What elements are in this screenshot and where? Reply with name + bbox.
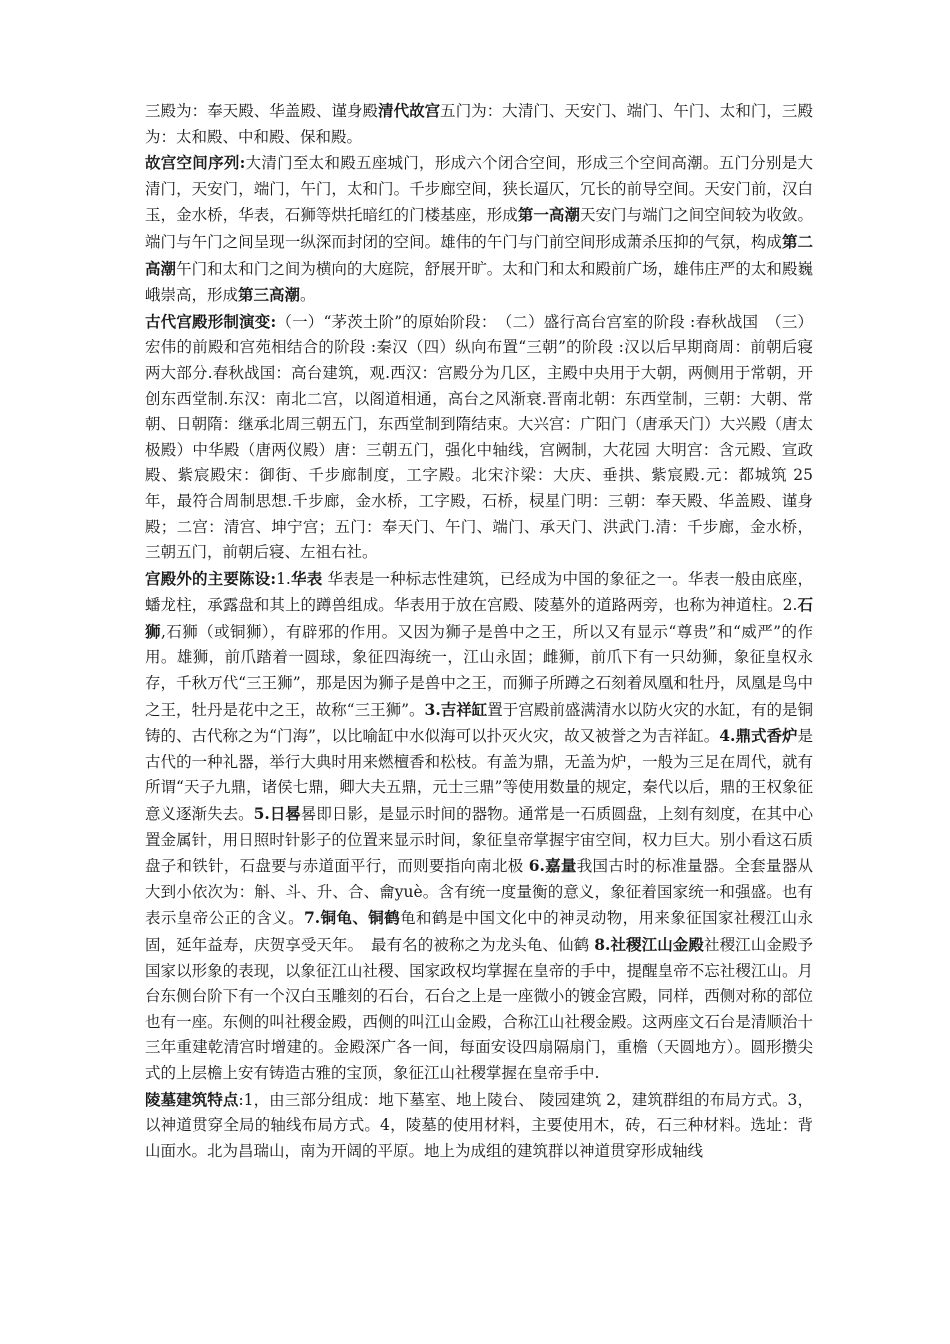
section-heading: 陵墓建筑特点 xyxy=(145,1089,239,1109)
paragraph-palace-gates xyxy=(145,98,813,150)
text-run: 是古代的一种礼器，举行大典时用来燃檀香和松枝。有盖为鼎，无盖为炉，一般为三足在周代，就有所谓“天子九鼎，诸侯七鼎，卿大夫五鼎，元士三鼎”等使用数量的规定，秦代以后，鼎的王权象征意义逐渐失去。 xyxy=(145,727,813,824)
bold-term: 7.铜龟、铜鹤 xyxy=(303,908,401,928)
text-run: 置于宫殿前盛满清水以防火灾的水缸，有的是铜铸的、古代称之为“门海”，以比喻缸中水似海可以扑灭火灾，故又被誉之为吉祥缸。 xyxy=(145,700,813,746)
paragraph-tomb-features xyxy=(145,1087,813,1165)
section-heading: 古代宫殿形制演变: xyxy=(145,311,277,331)
text-run: 大清门至太和殿五座城门，形成六个闭合空间，形成三个空间高潮。五门分别是大清门，天安门，端门，午门，太和门。千步廊空间，狭长逼仄，冗长的前导空间。天安门前，汉白玉，金水桥，华表，石狮等烘托暗红的门楼基座，形成 xyxy=(145,154,813,225)
paragraph-spatial-sequence xyxy=(145,150,813,309)
text-run: ,石狮（或铜狮），有辟邪的作用。又因为狮子是兽中之王，所以又有显示“尊贵”和“威严”的作用。雄狮，前爪踏着一圆球，象征四海统一，江山永固；雌狮，前爪下有一只幼狮，象征皇权永存，千秋万代“三王狮”，那是因为狮子是兽中之王，而狮子所蹲之石刻着凤凰和牡丹，凤凰是鸟中之王，牡丹是花中之王，故称“三王狮”。 xyxy=(145,622,813,719)
text-run: 1. xyxy=(276,569,291,588)
text-run: 社稷江山金殿予国家以形象的表现，以象征江山社稷、国家政权均掌握在皇帝的手中，提醒皇帝不忘社稷江山。月台东侧台阶下有一个汉白玉雕刻的石台，石台之上是一座微小的镀金宫殿，同样，西侧对称的部位也有一座。东侧的叫社稷金殿，西侧的叫江山金殿，合称江山社稷金殿。这两座文石台是清顺治十三年重建乾清宫时增建的。金殿深广各一间，每面安设四扇隔扇门，重檐（天圆地方）。圆形攒尖式的上层檐上安有铸造古雅的宝顶，象征江山社稷掌握在皇帝手中. xyxy=(145,936,813,1082)
text-run: 华表是一种标志性建筑，已经成为中国的象征之一。华表一般由底座，蟠龙柱，承露盘和其上的蹲兽组成。华表用于放在宫殿、陵墓外的道路两旁，也称为神道柱。2. xyxy=(145,569,813,615)
bold-term: 6.嘉量 xyxy=(528,856,577,876)
text-run: :1，由三部分组成：地下墓室、地上陵台、 陵园建筑 2，建筑群组的布局方式。3，以神道贯穿全局的轴线布局方式。4，陵墓的使用材料，主要使用木，砖，石三种材料。选址：背山面水。北为昌瑞山，南为开阔的平原。地上为成组的建筑群以神道贯穿形成轴线 xyxy=(145,1090,813,1160)
text-run: 晷即日影，是显示时间的器物。通常是一石质圆盘，上刻有刻度，在其中心置金属针，用日照时针影子的位置来显示时间，象征皇帝掌握宇宙空间，权力巨大。别小看这石质盘子和铁针，石盘要与赤道面平行，而则要指向南北极 xyxy=(145,805,813,876)
section-heading: 故宫空间序列: xyxy=(145,153,246,173)
bold-term: 石狮 xyxy=(145,595,813,641)
section-heading: 宫殿外的主要陈设: xyxy=(145,568,277,588)
bold-term: 第二高潮 xyxy=(145,231,813,278)
text-run: 五门为：大清门、天安门、端门、午门、太和门，三殿为：太和殿、中和殿、保和殿。 xyxy=(145,102,813,146)
bold-term: 第三高潮 xyxy=(238,285,301,305)
text-run: 午门和太和门之间为横向的大庭院，舒展开旷。太和门和太和殿前广场，雄伟庄严的太和殿巍峨崇高，形成 xyxy=(145,259,813,305)
paragraph-palace-furnishings xyxy=(145,566,813,1087)
bold-heading: 清代故宫 xyxy=(378,101,441,120)
bold-term: 3.吉祥缸 xyxy=(424,699,488,719)
document-page xyxy=(145,98,813,1164)
bold-term: 8.社稷江山金殿 xyxy=(594,935,704,954)
text-run: 。 xyxy=(300,286,316,305)
text-run: 龟和鹤是中国文化中的神灵动物，用来象征国家社稷江山永固，延年益寿，庆贺享受天年。 最有名的被称之为龙头龟、仙鹤 xyxy=(145,909,813,954)
bold-term: 华表 xyxy=(290,568,323,588)
bold-term: 5.日晷 xyxy=(253,804,301,824)
text-run: 我国古时的标准量器。全套量器从大到小依次为：斛、斗、升、合、龠yuè。含有统一度量衡的意义，象征着国家统一和强盛。也有表示皇帝公正的含义。 xyxy=(145,857,813,928)
text-run: 天安门与端门之间空间较为收敛。端门与午门之间呈现一纵深而封闭的空间。雄伟的午门与门前空间形成萧杀压抑的气氛，构成 xyxy=(145,206,813,251)
text-run: 三殿为：奉天殿、华盖殿、谨身殿 xyxy=(145,102,379,120)
paragraph-palace-evolution xyxy=(145,309,813,566)
bold-term: 第一高潮 xyxy=(517,205,580,225)
bold-term: 4.鼎式香炉 xyxy=(719,726,798,746)
text-run: （一）“茅茨土阶”的原始阶段： （二）盛行高台宫室的阶段 :春秋战国 （三）宏伟的前殿和宫苑相结合的阶段 :秦汉（四）纵向布置“三朝”的阶段 :汉以后早期商周：前朝后寝两大部分.春秋战国：高台建筑，观.西汉：宫殿分为几区，主殿中央用于大朝，两侧用于常朝，开创东西堂制.东汉：南北二宫，以阁道相通，高台之风渐衰.晋南北朝：东西堂制，三朝：大朝、常朝、日朝隋：继承北周三朝五门，东西堂制到隋结束。大兴宫：广阳门（唐承天门）大兴殿（唐太极殿）中华殿（唐两仪殿）唐：三朝五门，强化中轴线，宫阙制，大花园 大明宫：含元殿、宣政殿、紫宸殿宋：御街、千步廊制度，工字殿。北宋汴梁：大庆、垂拱、紫宸殿.元：都城筑 25 年，最符合周制思想.千步廊，金水桥，工字殿，石桥，棂星门明：三朝：奉天殿、华盖殿、谨身殿；二宫：清宫、坤宁宫；五门：奉天门、午门、端门、承天门、洪武门.清：千步廊，金水桥，三朝五门，前朝后寝、左祖右社。 xyxy=(145,312,814,562)
